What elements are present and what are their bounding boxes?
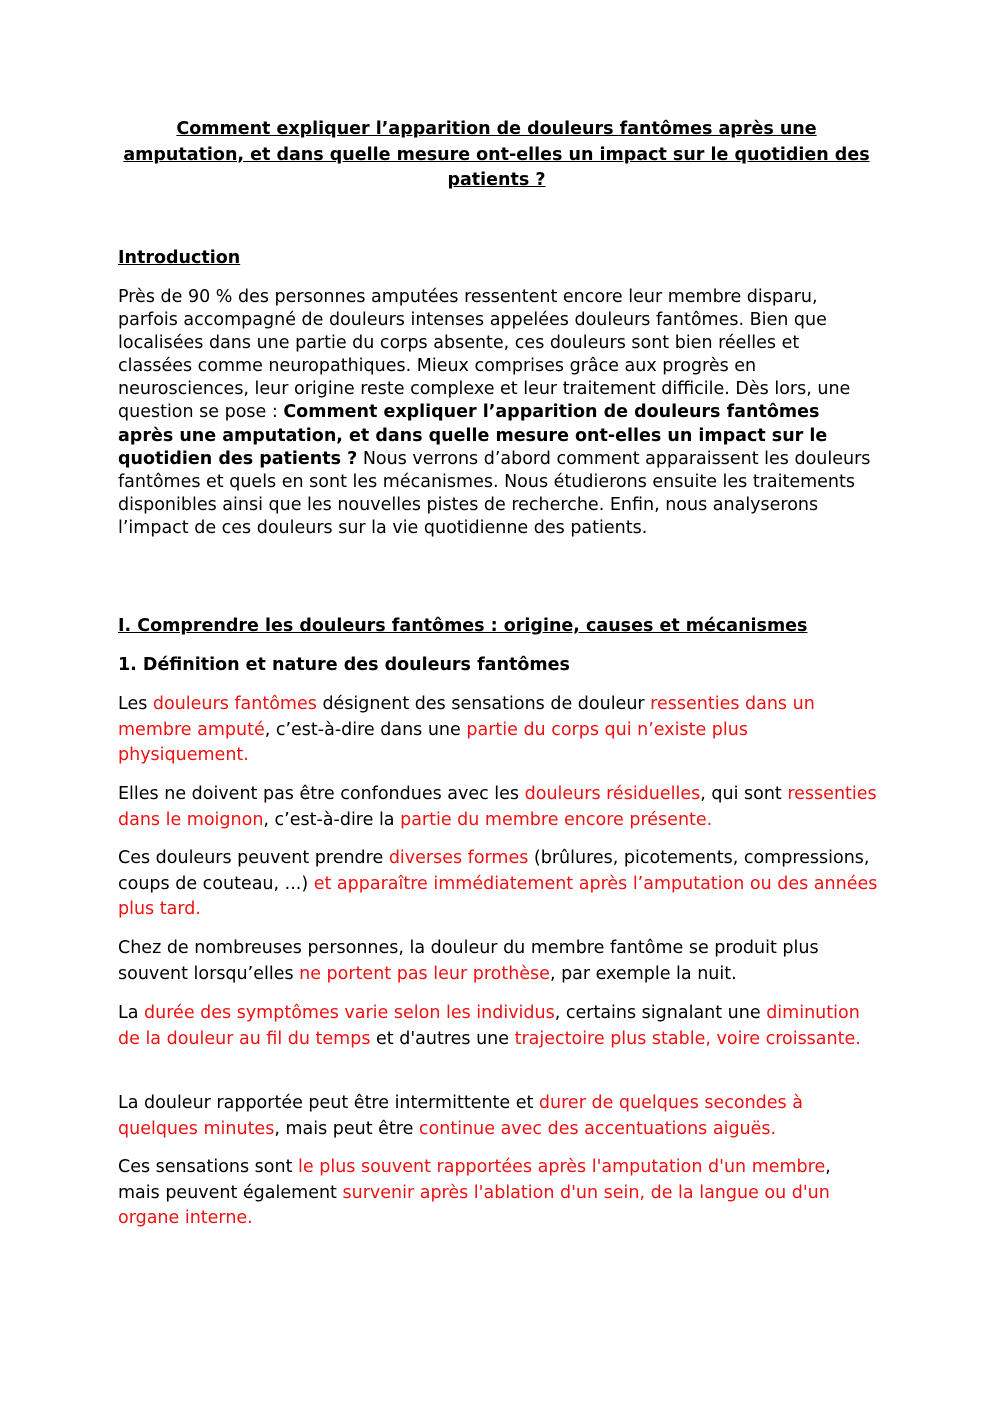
highlight-segment: durée des symptômes varie selon les individus	[144, 1003, 555, 1023]
highlight-segment: douleurs résiduelles	[524, 784, 701, 804]
paragraph-forms	[118, 846, 878, 923]
text-segment: , c’est-à-dire la	[263, 809, 401, 830]
text-segment: , par exemple la nuit.	[549, 963, 737, 984]
text-segment: , certains signalant une	[554, 1003, 767, 1023]
text-segment: Ces douleurs peuvent prendre	[118, 848, 389, 868]
subsection-1-heading: 1. Définition et nature des douleurs fantômes	[118, 655, 570, 675]
problematique-question: Comment expliquer l’apparition de douleurs fantômes après une amputation, et dans quelle mesure ont-elles un impact sur le quotidien des patients ?	[118, 402, 828, 469]
introduction-text-after: Nous verrons d’abord comment apparaissent les douleurs fantômes et quels en sont les mécanismes. Nous étudierons ensuite les traitements disponibles ainsi que les nouvelles pistes de recherche. Enfin, nous analyserons l’impact de ces douleurs sur la vie quotidienne des patients.	[118, 448, 871, 538]
text-segment: (brûlures, picotements, compressions, coups de couteau, ...)	[118, 848, 870, 894]
paragraph-definition	[118, 692, 878, 769]
highlight-segment: diverses formes	[388, 848, 529, 868]
section-1-heading: I. Comprendre les douleurs fantômes : origine, causes et mécanismes	[118, 616, 808, 636]
highlight-segment: survenir après l'ablation d'un sein, de la langue ou d'un organe interne.	[118, 1182, 830, 1229]
text-segment: et d'autres une	[370, 1028, 515, 1049]
introduction-paragraph	[118, 286, 878, 540]
highlight-segment: et apparaître immédiatement après l’amputation ou des années plus tard.	[118, 873, 878, 920]
text-segment: , mais peuvent également	[118, 1157, 831, 1203]
text-segment: désignent des sensations de douleur	[316, 694, 651, 714]
highlight-segment: partie du membre encore présente.	[400, 809, 713, 830]
highlight-segment: durer de quelques secondes à quelques minutes	[118, 1093, 803, 1139]
highlight-segment: trajectoire plus stable, voire croissante.	[514, 1028, 861, 1049]
text-segment: La	[118, 1003, 145, 1023]
document-title: Comment expliquer l’apparition de douleurs fantômes après une amputation, et dans quelle mesure ont-elles un impact sur le quotidien des patients ?	[123, 119, 870, 191]
introduction-text-before: Près de 90 % des personnes amputées ressentent encore leur membre disparu, parfois accompagné de douleurs intenses appelées douleurs fantômes. Bien que localisées dans une partie du corps absente, ces douleurs sont bien réelles et classées comme neuropathiques. Mieux comprises grâce aux progrès en neurosciences, leur origine reste complexe et leur traitement difficile. Dès lors, une question se pose :	[118, 287, 851, 423]
text-segment: Elles ne doivent pas être confondues avec les	[118, 784, 525, 804]
highlight-segment: ne portent pas leur prothèse	[299, 963, 550, 984]
highlight-segment: diminution de la douleur au fil du temps	[118, 1003, 860, 1049]
paragraph-intermittent	[118, 1091, 878, 1142]
text-segment: Chez de nombreuses personnes, la douleur du membre fantôme se produit plus souvent lorsqu’elles	[118, 938, 819, 984]
paragraph-duration	[118, 1001, 878, 1052]
highlight-segment: partie du corps qui n’existe plus physiquement.	[118, 719, 748, 766]
paragraph-origin-sites	[118, 1155, 878, 1232]
text-segment: , mais peut être	[274, 1118, 419, 1139]
highlight-segment: le plus souvent rapportées après l'amputation d'un membre	[298, 1157, 826, 1177]
text-segment: La douleur rapportée peut être intermittente et	[118, 1093, 539, 1113]
text-segment: , qui sont	[700, 784, 788, 804]
paragraph-prosthesis	[118, 936, 878, 987]
text-segment: Ces sensations sont	[118, 1157, 299, 1177]
text-segment: , c’est-à-dire dans une	[264, 719, 467, 740]
paragraph-residual-pain	[118, 782, 878, 833]
highlight-segment: ressenties dans le moignon	[118, 784, 877, 830]
highlight-segment: ressenties dans un membre amputé	[118, 694, 815, 740]
highlight-segment: douleurs fantômes	[152, 694, 317, 714]
introduction-heading: Introduction	[118, 248, 241, 268]
text-segment: Les	[118, 694, 153, 714]
highlight-segment: continue avec des accentuations aiguës.	[418, 1118, 777, 1139]
